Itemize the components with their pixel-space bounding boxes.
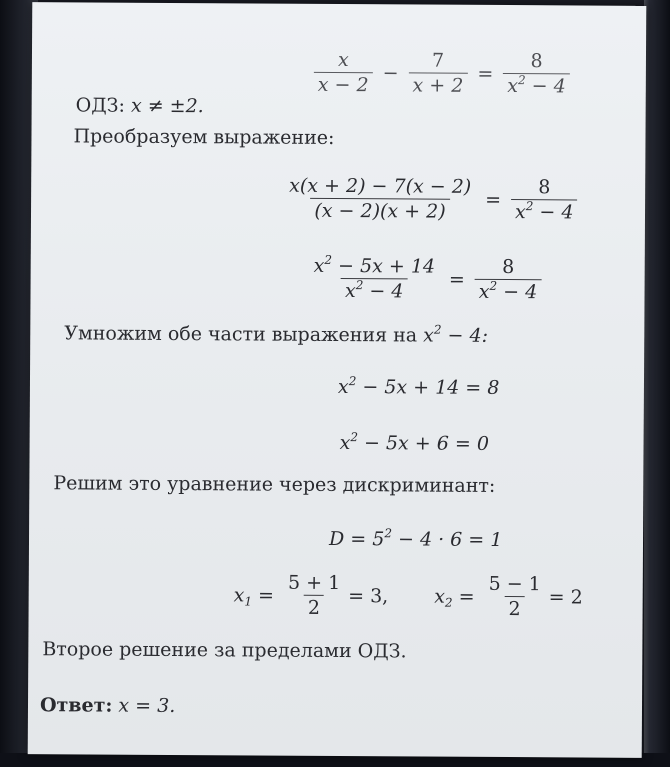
fraction-numerator: 7 [431,49,445,72]
multiply-factor: $x^2 - 4$: [423,322,489,347]
fraction-numerator: 5 − 1 [488,572,541,596]
equals-sign: = [477,62,494,85]
discriminant-calculation: $D = 5^2 - 4 \cdot 6 = 1$ [328,526,503,552]
fraction-denominator: $x^2 - 4$ [475,279,542,304]
right-fraction [511,175,578,224]
fraction-x-over-x-minus-2 [314,48,373,97]
fraction-numerator: x(x + 2) − 7(x − 2) [289,174,472,198]
fraction-numerator: 8 [502,256,515,279]
fraction-denominator: $x^2 - 4$ [503,73,570,98]
minus-sign: − [382,61,399,84]
root-1-fraction [284,571,344,620]
root-1-label: $x_1$ [233,583,253,608]
fraction-8-over-x2-minus-4 [503,49,570,98]
simplified-fraction [309,254,439,304]
roots-line [234,570,583,621]
equals-sign: = [485,188,502,211]
discriminant-heading: Решим это уравнение через дискриминант: [53,472,496,497]
fraction-numerator: 8 [538,176,551,199]
solution-sheet [28,2,647,758]
rejected-root-note: Второе решение за пределами ОДЗ. [42,638,407,663]
domain-condition: x ≠ ±2. [130,94,204,118]
fraction-denominator: x + 2 [408,72,467,97]
fraction-denominator: x − 2 [314,72,373,97]
equals-sign: = [448,268,465,291]
fraction-denominator: 2 [304,595,324,620]
domain-label: ОДЗ: [75,94,132,117]
original-equation [310,48,574,99]
equals-sign: = [458,585,475,608]
combined-fraction [285,174,475,224]
multiply-step [64,322,488,347]
equation-after-multiply: $x^2 - 5x + 14 = 8$ [337,374,500,399]
fraction-numerator: 5 + 1 [287,571,341,595]
fraction-denominator: 2 [504,596,524,621]
root-2-value: = 2 [548,585,583,609]
fraction-denominator: $x^2 - 4$ [511,199,578,224]
transform-heading: Преобразуем выражение: [73,125,335,149]
right-fraction [475,255,542,304]
answer-label: Ответ: [39,694,113,717]
fraction-7-over-x-plus-2 [408,48,467,97]
fraction-numerator: x [337,49,349,72]
fraction-numerator: 8 [530,50,543,73]
root-2-label: $x_2$ [434,585,453,610]
quadratic-equation: $x^2 - 5x + 6 = 0$ [339,430,490,455]
answer-line [40,694,175,717]
photo-frame-right [644,0,670,767]
root-2-fraction [484,572,544,621]
simplified-fraction-equation [305,254,545,304]
fraction-numerator: $x^2 - 5x + 14$ [313,252,436,278]
domain-statement [76,94,204,117]
answer-value: x = 3. [118,694,176,718]
fraction-denominator: (x − 2)(x + 2) [310,198,449,224]
equals-sign: = [257,584,275,607]
multiply-text: Умножим обе части выражения на [64,322,424,347]
root-1-value: = 3, [348,584,389,607]
fraction-denominator: $x^2 - 4$ [341,278,408,303]
combined-fraction-equation [281,174,582,225]
